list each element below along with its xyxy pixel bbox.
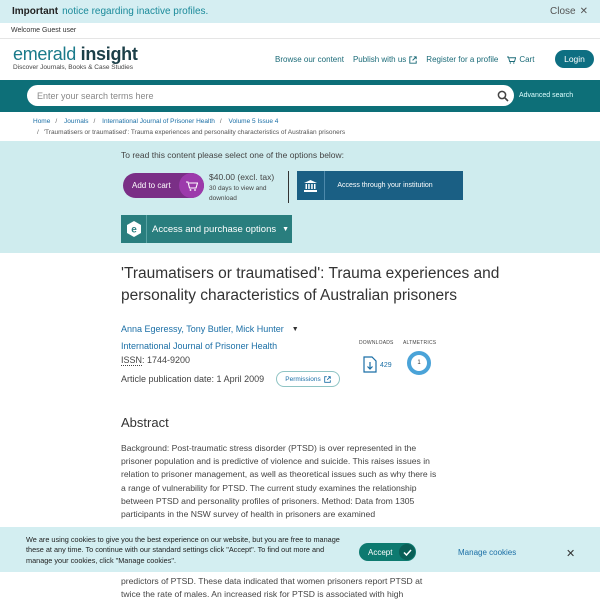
permissions-label: Permissions [285, 375, 321, 383]
abstract-text: Background: Post-traumatic stress disorder (PTSD) is over represented in the prisoner population and is predictive of violence and suicide. This raises issues in relation to prisoner management, as well as theoretical issues such as why there is a range of vulnerability for PTSD. The current study examines the relationship between PTSD and personality profiles of prisoners. Method: Data from 1305 participants in the NSW survey of health in prisoners are examined [121, 443, 437, 520]
search-input[interactable] [27, 85, 514, 106]
cart-plus-icon [179, 173, 204, 198]
breadcrumb-journals[interactable]: Journals [63, 118, 89, 125]
nav-cart[interactable] [507, 55, 534, 64]
logo-part2: insight [80, 44, 138, 64]
accept-label: Accept [368, 547, 393, 557]
advanced-search-link[interactable]: Advanced search [519, 92, 574, 99]
article-title: 'Traumatisers or traumatised': Trauma experiences and personality characteristics of Australian prisoners [121, 265, 500, 304]
altmetric-score: 1 [417, 360, 421, 366]
issn-value: : 1744-9200 [142, 355, 191, 365]
downloads-count: 429 [380, 362, 392, 369]
top-navigation [275, 55, 543, 64]
journal-link[interactable]: International Journal of Prisoner Health [121, 341, 278, 351]
price-info [209, 172, 284, 204]
login-button[interactable]: Login [555, 50, 594, 68]
institution-access-button[interactable] [297, 171, 463, 200]
access-purchase-options-button[interactable] [121, 215, 292, 243]
notice-close-button[interactable] [550, 6, 588, 17]
altmetrics-label: ALTMETRICS [403, 340, 437, 346]
nav-browse[interactable]: Browse our content [275, 55, 344, 64]
external-link-icon [324, 376, 331, 383]
breadcrumb-current: 'Traumatisers or traumatised': Trauma experiences and personality characteristics of Australian prisoners [43, 129, 346, 136]
authors[interactable] [121, 324, 299, 334]
institution-access-label: Access through your institution [337, 182, 433, 189]
breadcrumb: Home / Journals / International Journal of Prisoner Health / Volume 5 Issue 4 / 'Traumatisers or traumatised': Trauma experiences and personality characteristics of Australian prisoners [33, 118, 346, 136]
logo-tagline: Discover Journals, Books & Case Studies [13, 64, 133, 71]
search-icon[interactable] [497, 90, 509, 102]
accept-cookies-button[interactable] [359, 543, 416, 561]
cookie-text: We are using cookies to give you the best experience on our website, but you are free to manage these at any time. To continue with our standard settings click "Accept". To find out more and manage your cookies, click "Manage cookies". [26, 535, 340, 565]
institution-icon [297, 171, 325, 200]
price: $40.00 (excl. tax) [209, 172, 275, 182]
abstract-text-continued: predictors of PTSD. These data indicated that women prisoners report PTSD at twice the rate of males. An increased risk for PTSD is associated with high [121, 576, 423, 600]
logo-part1: emerald [13, 44, 76, 64]
external-link-icon [409, 56, 417, 64]
notice-strong: Important [12, 6, 59, 17]
caret-down-icon: ▼ [282, 225, 290, 233]
access-divider [288, 171, 289, 203]
site-logo[interactable] [13, 44, 138, 71]
authors-caret-icon[interactable]: ▼ [291, 325, 299, 333]
close-icon[interactable]: ✕ [566, 548, 576, 560]
nav-cart-label: Cart [519, 55, 535, 64]
issn [121, 355, 190, 365]
emerald-e-icon [121, 215, 147, 243]
nav-publish[interactable] [353, 55, 417, 64]
abstract-heading: Abstract [121, 415, 169, 430]
publication-date: Article publication date: 1 April 2009 [121, 374, 265, 384]
notice-bar [0, 0, 600, 23]
altmetric-badge[interactable] [407, 351, 431, 375]
access-title: To read this content please select one of the options below: [121, 150, 345, 160]
add-to-cart-label: Add to cart [132, 181, 171, 190]
nav-publish-label: Publish with us [352, 55, 407, 64]
header-divider [0, 38, 600, 39]
issn-label: ISSN [121, 355, 143, 365]
price-note: 30 days to view and download [209, 185, 267, 202]
breadcrumb-home[interactable]: Home [33, 118, 51, 125]
downloads-label: DOWNLOADS [359, 340, 394, 346]
welcome-text: Welcome Guest user [11, 27, 77, 34]
nav-register[interactable]: Register for a profile [426, 55, 499, 64]
cart-icon [507, 56, 516, 64]
svg-text:e: e [130, 224, 137, 236]
download-file-icon [363, 356, 377, 373]
authors-list[interactable]: Anna Egeressy, Tony Butler, Mick Hunter [121, 324, 284, 334]
notice-link[interactable]: notice regarding inactive profiles. [62, 6, 209, 17]
purchase-options-label: Access and purchase options [152, 223, 277, 235]
add-to-cart-button[interactable] [123, 173, 204, 198]
breadcrumb-issue[interactable]: Volume 5 Issue 4 [228, 118, 279, 125]
breadcrumb-journal[interactable]: International Journal of Prisoner Health [102, 118, 215, 125]
permissions-button[interactable] [276, 371, 340, 387]
manage-cookies-link[interactable]: Manage cookies [458, 548, 517, 557]
check-icon [399, 544, 415, 560]
notice-close-label: Close [550, 6, 576, 17]
close-icon: ✕ [579, 6, 588, 17]
